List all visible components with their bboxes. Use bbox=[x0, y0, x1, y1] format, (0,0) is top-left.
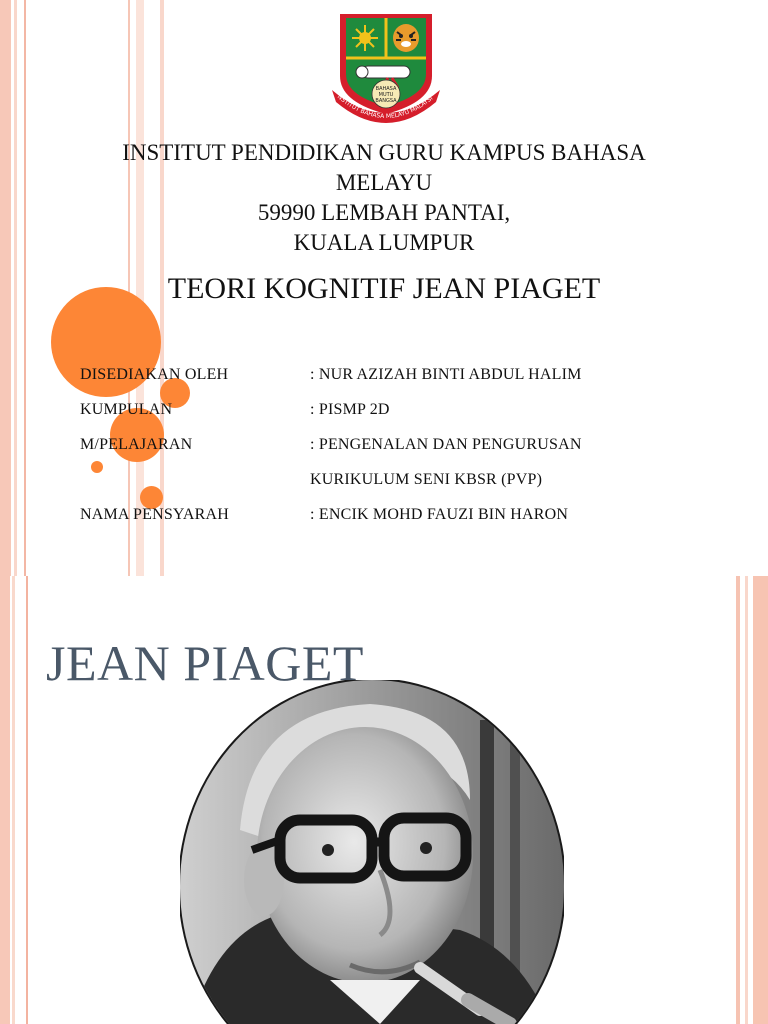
info-label-prepared-by: DISEDIAKAN OLEH bbox=[80, 366, 229, 383]
svg-text:MUTU: MUTU bbox=[378, 92, 394, 98]
info-label-group: KUMPULAN bbox=[80, 401, 173, 418]
decor-stripe bbox=[0, 576, 10, 1024]
slide-title: JEAN PIAGET bbox=[46, 635, 364, 691]
institution-line-1: INSTITUT PENDIDIKAN GURU KAMPUS BAHASA bbox=[122, 140, 646, 165]
decor-stripe bbox=[12, 576, 15, 1024]
info-value-subject-cont: KURIKULUM SENI KBSR (PVP) bbox=[310, 471, 543, 488]
svg-text:BANGSA: BANGSA bbox=[375, 98, 397, 104]
portrait-photo-icon bbox=[180, 680, 564, 1024]
info-value-subject: : PENGENALAN DAN PENGURUSAN bbox=[310, 436, 582, 453]
decor-stripe bbox=[745, 576, 748, 1024]
decor-stripe bbox=[753, 576, 768, 1024]
svg-text:BAHASA: BAHASA bbox=[375, 86, 397, 92]
info-label-lecturer: NAMA PENSYARAH bbox=[80, 506, 230, 523]
institution-city: KUALA LUMPUR bbox=[293, 230, 475, 255]
info-label-subject: M/PELAJARAN bbox=[80, 436, 193, 453]
info-value-group: : PISMP 2D bbox=[310, 401, 390, 418]
info-value-lecturer: : ENCIK MOHD FAUZI BIN HARON bbox=[310, 506, 569, 523]
decor-stripe bbox=[736, 576, 740, 1024]
info-value-prepared-by: : NUR AZIZAH BINTI ABDUL HALIM bbox=[310, 366, 582, 383]
decor-circle-tiny bbox=[91, 461, 103, 473]
institution-address: 59990 LEMBAH PANTAI, bbox=[257, 200, 511, 225]
svg-text:INSTITUT BAHASA MELAYU MALAYSI: NSTITUT BAHASA MELAYU MALAYSI bbox=[335, 93, 435, 121]
institution-line-2: MELAYU bbox=[335, 170, 433, 195]
decor-stripe bbox=[26, 576, 28, 1024]
page-title: TEORI KOGNITIF JEAN PIAGET bbox=[167, 272, 601, 305]
institute-crest-icon bbox=[318, 6, 450, 134]
slide-jean-piaget bbox=[0, 576, 768, 1024]
